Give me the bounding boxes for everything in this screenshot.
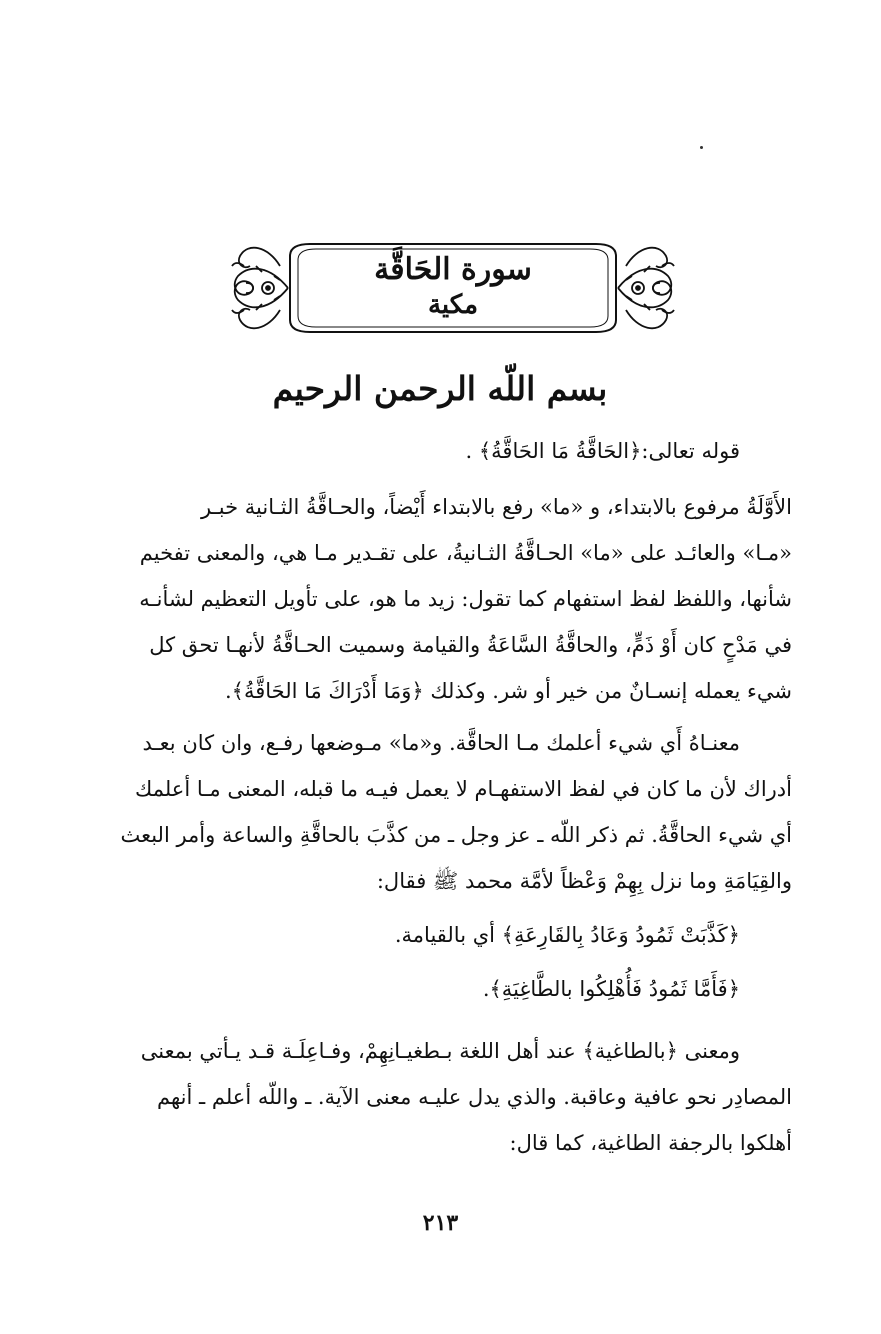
- surah-title: سورة الحَاقَّة: [374, 252, 532, 287]
- text-line: شأنها، واللفظ لفظ استفهام كما تقول: زيد ما هو، على تأويل التعظيم لشأنـه: [139, 587, 792, 611]
- text-line: قوله تعالى:﴿الحَاقَّةُ مَا الحَاقَّةُ﴾ .: [465, 439, 740, 463]
- surah-header-frame: [230, 236, 676, 336]
- text-line: ومعنى ﴿بالطاغية﴾ عند أهل اللغة بـطغيـانِهِمْ، وفـاعِلَـة قـد يـأتي بمعنى: [140, 1039, 740, 1063]
- text-line: ﴿كَذَّبَتْ ثَمُودُ وَعَادُ بِالقَارِعَةِ﴾ أي بالقيامة.: [394, 923, 740, 947]
- surah-type: مكية: [427, 290, 479, 320]
- paragraph-1: [112, 428, 792, 474]
- verse-line-2: [112, 966, 792, 1012]
- text-line: أدراك لأن ما كان في لفظ الاستفهـام لا يعمل فيـه ما قبله، المعنى مـا أعلمك: [135, 777, 792, 801]
- paragraph-6: [112, 1028, 792, 1166]
- text-line: المصادِر نحو عافية وعاقبة. والذي يدل عليـه معنى الآية. ـ واللّه أعلم ـ أنهم: [157, 1085, 792, 1109]
- verse-line-1: [112, 912, 792, 958]
- text-line: أهلكوا بالرجفة الطاغية، كما قال:: [509, 1131, 792, 1155]
- text-line: في مَدْحٍ كان أَوْ ذَمٍّ، والحاقَّةُ السَّاعَةُ والقيامة وسميت الحـاقَّةُ لأنهـا تحق كل: [149, 633, 792, 657]
- paragraph-3: [112, 720, 792, 904]
- text-line: أي شيء الحاقَّةُ. ثم ذكر اللّه ـ عز وجل ـ من كذَّبَ بالحاقَّةِ والساعة وأمر البعث: [120, 823, 792, 847]
- paragraph-2: [112, 484, 792, 714]
- text-line: ﴿فَأَمَّا ثَمُودُ فَأُهْلِكُوا بالطَّاغِيَةِ﴾.: [482, 977, 740, 1001]
- text-line: «مـا» والعائـد على «ما» الحـاقَّةُ الثـانيةُ، على تقـدير مـا هي، والمعنى تفخيم: [139, 541, 792, 565]
- text-line: شيء يعمله إنسـانٌ من خير أو شر. وكذلك ﴿وَمَا أَدْرَاكَ مَا الحَاقَّةُ﴾.: [224, 679, 792, 703]
- basmala: بسم اللّه الرحمن الرحيم: [272, 369, 608, 408]
- page-number: ٢١٣: [422, 1210, 459, 1236]
- text-line: الأَوَّلَةُ مرفوع بالابتداء، و «ما» رفع بالابتداء أَيْضاً، والحـاقَّةُ الثـانية خبـر: [201, 495, 792, 519]
- text-line: معنـاهُ أَي شيء أعلمك مـا الحاقَّة. و«ما» مـوضعها رفـع، وان كان بعـد: [142, 731, 740, 755]
- text-line: والقِيَامَةِ وما نزل بِهِمْ وَعْظاً لأمَّة محمد ﷺ فقال:: [376, 869, 792, 893]
- speck-mark: [700, 146, 703, 149]
